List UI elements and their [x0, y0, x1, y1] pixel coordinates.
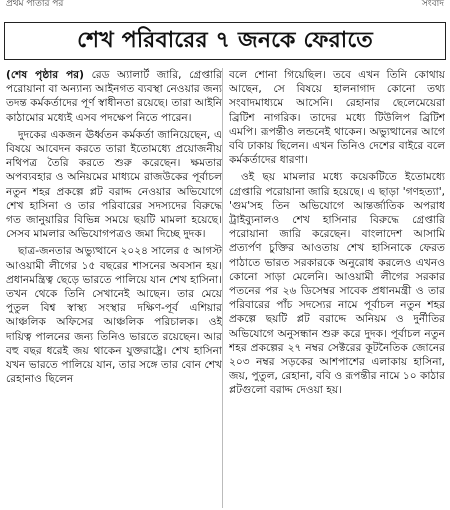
top-strip — [0, 0, 450, 10]
article-paragraph-5: ওই ছয় মামলার মধ্যে কয়েকটিতে ইতোমধ্যে গ্রেপ্তারি পরোয়ানা জারি হয়েছে। এ ছাড়া 'গণহত্যা', 'গুম'সহ তিন অভিযোগে আন্তর্জাতিক অপরাধ ট্রাইব্যুনালও শেখ হাসিনার বিরুদ্ধে গ্রেপ্তারি পরোয়ানা জারি করেছেন। বাংলাদেশ আসামি প্রত্যর্পণ চুক্তির আওতায় শেখ হাসিনাকে ফেরত পাঠাতে ভারত সরকারকে অনুরোধ করলেও এখনও কোনো সাড়া মেলেনি। আওয়ামী লীগের সরকার পতনের পর ২৬ ডিসেম্বর সাবেক প্রধানমন্ত্রী ও তার পরিবারের পাঁচ সদস্যের নামে পূর্বাচল নতুন শহর প্রকল্পে ছয়টি প্লট বরাদ্দে অনিয়ম ও দুর্নীতির অভিযোগে অনুসন্ধান শুরু করে দুদক। পূর্বাচল নতুন শহর প্রকল্পের ২৭ নম্বর সেক্টরের কূটনৈতিক জোনের ২০৩ নম্বর সড়কের আশপাশের এলাকায় হাসিনা, জয়, পুতুল, রেহানা, ববি ও রূপন্তীর নামে ১০ কাঠার প্লটগুলো বরাদ্দ দেওয়া হয়। — [229, 171, 445, 397]
left-column — [6, 68, 222, 508]
top-strip-right: সংবাদ — [421, 0, 444, 9]
article-paragraph-3: ছাত্র-জনতার অভ্যুত্থানে ২০২৪ সালের ৫ আগস্ট আওয়ামী লীগের ১৫ বছরের শাসনের অবসান হয়। প্রধানমন্ত্রিত্ব ছেড়ে ভারতে পালিয়ে যান শেখ হাসিনা। তখন থেকে তিনি সেখানেই আছেন। তার মেয়ে পুতুল বিশ্ব স্বাস্থ্য সংস্থার দক্ষিণ-পূর্ব এশিয়ার আঞ্চলিক অফিসের আঞ্চলিক পরিচালক। ওই দায়িত্ব পালনের জন্য তিনিও ভারতে রয়েছেন। আর বহু বছর ধরেই জয় থাকেন যুক্তরাষ্ট্রে। শেখ হাসিনা যখন ভারতে পালিয়ে যান, তার সঙ্গে তার বোন শেখ রেহানাও ছিলেন — [6, 245, 222, 386]
column-divider — [222, 68, 223, 508]
paragraph-text: রেড অ্যালার্ট জারি, গ্রেপ্তারি পরোয়ানা বা অন্যান্য আইনগত ব্যবস্থা নেওয়ার জন্য তদন্ত কর্মকর্তাদের পূর্ণ স্বাধীনতা রয়েছে। তারা আইনি কাঠামোর মধ্যেই এসব পদক্ষেপ নিতে পারেন। — [6, 69, 222, 124]
top-strip-left: প্রথম পাতার পর — [6, 0, 64, 9]
headline-box — [4, 22, 446, 60]
headline: শেখ পরিবারের ৭ জনকে ফেরাতে — [77, 27, 373, 53]
article-paragraph-1 — [6, 68, 222, 125]
right-column — [229, 68, 445, 508]
article-paragraph-2: দুদকের একজন ঊর্ধ্বতন কর্মকর্তা জানিয়েছেন, এ বিষয়ে আবেদন করতে তারা ইতোমধ্যে প্রয়োজনীয় নথিপত্র তৈরি করতে শুরু করেছেন। ক্ষমতার অপব্যবহার ও অনিয়মের মাধ্যমে রাজউকের পূর্বাচল নতুন শহর প্রকল্পে প্লট বরাদ্দ নেওয়ার অভিযোগে শেখ হাসিনা ও তার পরিবারের সদস্যদের বিরুদ্ধে গত জানুয়ারির বিভিন্ন সময়ে ছয়টি মামলা হয়েছে। সেসব মামলার অভিযোগপত্রও জমা দিচ্ছে দুদক। — [6, 128, 222, 241]
continuation-marker: (শেষ পৃষ্ঠার পর) — [6, 69, 84, 81]
article-paragraph-4: বলে শোনা গিয়েছিল। তবে এখন তিনি কোথায় আছেন, সে বিষয়ে হালনাগাদ কোনো তথ্য সংবাদমাধ্যমে আসেনি। রেহানার ছেলেমেয়েরা ব্রিটিশ নাগরিক। তাদের মধ্যে টিউলিপ ব্রিটিশ এমপি। রূপন্তীও লন্ডনেই থাকেন। অভ্যুত্থানের আগে ববি ঢাকায় ছিলেন। এখন তিনিও দেশের বাইরে বলে কর্মকর্তাদের ধারণা। — [229, 69, 445, 167]
